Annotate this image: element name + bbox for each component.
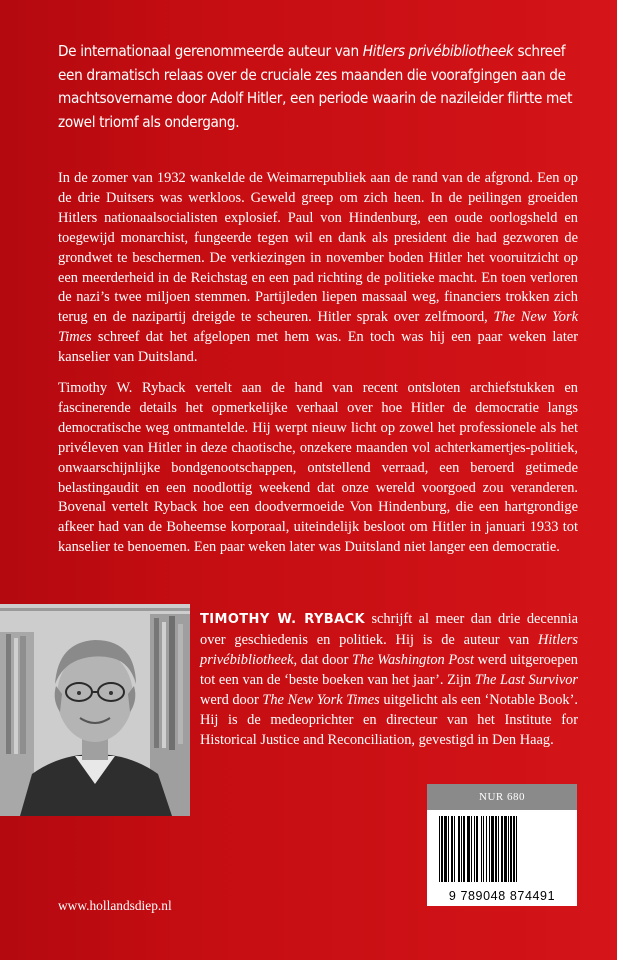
- barcode-bar: [495, 816, 497, 882]
- barcode-bar: [489, 816, 490, 882]
- barcode-bar: [467, 816, 470, 882]
- synopsis-paragraph-2: Timothy W. Ryback vertelt aan de hand van recent ontsloten archiefstukken en fascinerende details het opmerkelijke verhaal over hoe Hitler de democratie langs democratische weg ontmantelde. Hij werpt nieuw licht op zowel het professionele als het privéleven van Hitler in deze chaotische, onzekere maanden vol achterkamertjes-politiek, onwaarschijnlijke bondgenootschappen, ontstellend verraad, een beroerd getimede belastingaudit en een noodlottig weekend dat onze wereld voorgoed zou veranderen. Bovenal vertelt Ryback hoe een doodvermoeide Von Hindenburg, die een hartgrondige afkeer had van de Boheemse korporaal, uiteindelijk besloot om Hitler in januari 1933 tot kanselier te benoemen. Een paar weken later was Duitsland niet langer een democratie.: [58, 380, 578, 556]
- barcode-bar: [510, 816, 512, 882]
- author-name: TIMOTHY W. RYBACK: [200, 612, 365, 627]
- barcode-bar: [481, 816, 482, 882]
- bio-text: , dat door: [293, 652, 353, 668]
- barcode-bar: [474, 816, 475, 882]
- barcode-bar: [516, 816, 517, 882]
- barcode-bar: [444, 816, 447, 882]
- bio-book-title: Hitlers privébibliotheek: [200, 632, 578, 668]
- synopsis-paragraph-1: [58, 169, 578, 368]
- intro-blurb: [58, 40, 580, 134]
- bio-text: schrijft al meer dan drie decennia over geschiedenis en politiek. Hij is de auteur van: [200, 611, 578, 648]
- bio-newspaper-2: The New York Times: [262, 692, 380, 708]
- barcode-bar: [483, 816, 484, 882]
- publisher-url: www.hollandsdiep.nl: [58, 898, 172, 913]
- author-portrait-image: [0, 604, 190, 816]
- bio-book-title-2: The Last Survivor: [474, 672, 579, 688]
- nur-code: NUR 680: [427, 784, 577, 810]
- isbn-barcode: [427, 810, 577, 906]
- barcode-bar: [448, 816, 449, 882]
- barcode-bar: [439, 816, 440, 882]
- isbn-digits: 9 789048 874491: [448, 889, 556, 903]
- barcode-bar: [498, 816, 499, 882]
- synopsis-1-newspaper: The New York Times: [58, 309, 578, 346]
- barcode-label: [427, 784, 577, 906]
- barcode-bar: [508, 816, 509, 882]
- barcode-bar: [504, 816, 507, 882]
- bio-text: uitgelicht als een ‘Notable Book’. Hij is de medeoprichter en directeur van het Institute for Historical Justice and Reconciliation, gevestigd in Den Haag.: [200, 692, 579, 748]
- barcode-bar: [471, 816, 472, 882]
- author-bio: [200, 609, 578, 750]
- barcode-bar: [454, 816, 455, 882]
- barcode-bar: [491, 816, 494, 882]
- barcode-bar: [451, 816, 453, 882]
- synopsis-1-text-cont: schreef dat het afgelopen met hem was. En toch was hij een paar weken later kanselier van Duitsland.: [58, 329, 578, 366]
- barcode-bar: [463, 816, 465, 882]
- intro-book-title: Hitlers privébibliotheek: [362, 42, 514, 60]
- intro-text: De internationaal gerenommeerde auteur van: [58, 42, 363, 60]
- intro-text-cont: schreef een dramatisch relaas over de cruciale zes maanden die voorafgingen aan de machtsovername door Adolf Hitler, een periode waarin de nazileider flirtte met zowel triomf als ondergang.: [58, 42, 573, 131]
- bio-text: werd door: [200, 692, 263, 708]
- barcode-bar: [513, 816, 515, 882]
- author-photo: [0, 604, 190, 816]
- bio-newspaper-1: The Washington Post: [352, 652, 474, 668]
- barcode-bar: [476, 816, 478, 882]
- barcode-bars: [427, 810, 577, 888]
- synopsis-1-text: In de zomer van 1932 wankelde de Weimarrepubliek aan de rand van de afgrond. Een op de drie Duitsers was werkloos. Geweld greep om zich heen. In de peilingen groeiden Hitlers nationaalsocialisten explosief. Paul von Hindenburg, een oude oorlogsheld en toegewijd monarchist, fungeerde tegen wil en dank als president die had gezworen de grondwet te beschermen. De verkiezingen in november boden Hitler het vooruitzicht op een meerderheid in de Reichstag en een pad richting de politieke macht. En toen verloren de nazi’s twee miljoen stemmen. Partijleden liepen massaal weg, financiers trokken zich terug en de nazipartij dreigde te scheuren. Hitler sprak over zelfmoord,: [58, 170, 578, 326]
- barcode-bar: [501, 816, 503, 882]
- barcode-bar: [458, 816, 460, 882]
- barcode-bar: [486, 816, 487, 882]
- bio-text: werd uitgeroepen tot een van de ‘beste boeken van het jaar’. Zijn: [200, 652, 578, 688]
- barcode-bar: [461, 816, 462, 882]
- barcode-bar: [441, 816, 443, 882]
